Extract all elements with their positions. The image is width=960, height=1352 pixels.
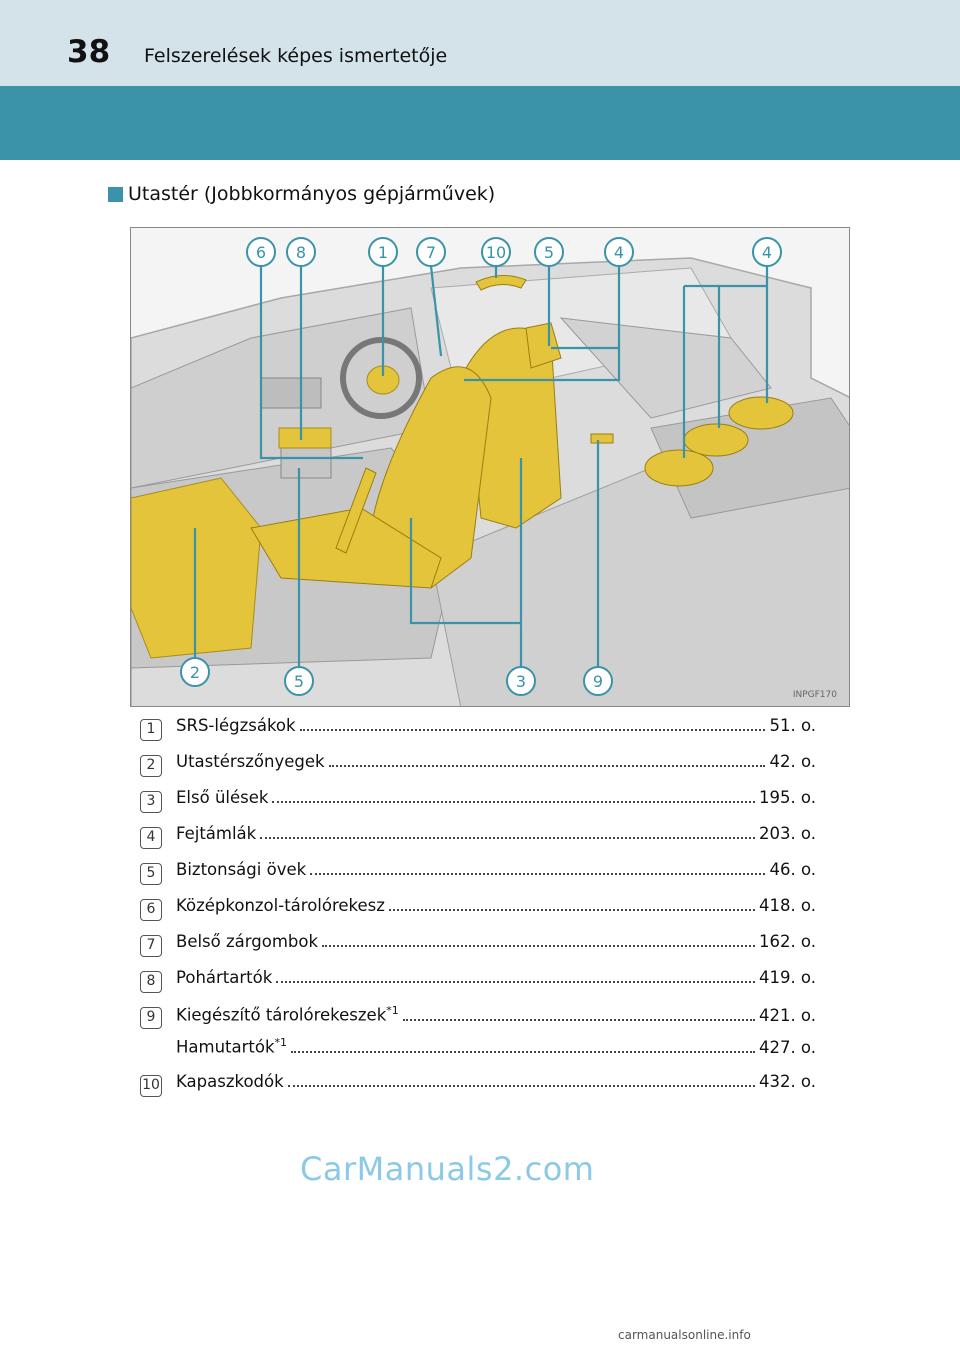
item-page-ref: 203. o. xyxy=(758,824,816,843)
item-label: Belső zárgombok xyxy=(176,932,319,951)
callout-number: 5 xyxy=(293,672,305,691)
callout-number: 7 xyxy=(425,243,437,262)
header-band xyxy=(0,0,960,86)
section-title: Utastér (Jobbkormányos gépjárművek) xyxy=(128,183,496,205)
callout-number: 9 xyxy=(592,672,604,691)
item-page-ref: 419. o. xyxy=(758,968,816,987)
page-title: Felszerelések képes ismertetője xyxy=(144,45,448,67)
item-page-ref: 432. o. xyxy=(758,1072,816,1091)
item-number-badge: 2 xyxy=(140,755,162,777)
item-label: Utastérszőnyegek xyxy=(176,752,325,771)
item-page-ref: 162. o. xyxy=(758,932,816,951)
item-label: Kapaszkodók xyxy=(176,1072,284,1091)
list-item xyxy=(140,860,816,896)
figure-code: INPGF170 xyxy=(792,690,837,700)
list-item xyxy=(140,716,816,752)
item-label: Pohártartók xyxy=(176,968,273,987)
item-number-badge: 9 xyxy=(140,1007,162,1029)
list-item xyxy=(140,896,816,932)
footer-link[interactable]: carmanualsonline.info xyxy=(618,1328,751,1342)
item-page-ref: 46. o. xyxy=(769,860,816,879)
legend-list xyxy=(140,716,816,1108)
item-page-ref: 418. o. xyxy=(758,896,816,915)
list-item xyxy=(140,752,816,788)
item-label: Első ülések xyxy=(176,788,269,807)
callout-number: 1 xyxy=(377,243,389,262)
callout-number: 10 xyxy=(485,243,507,262)
interior-drawing xyxy=(131,228,850,707)
list-item xyxy=(140,788,816,824)
callout-number: 8 xyxy=(295,243,307,262)
section-heading xyxy=(108,183,495,205)
footnote-mark: *1 xyxy=(386,1004,399,1017)
item-label: SRS-légzsákok xyxy=(176,716,296,735)
item-number-badge: 5 xyxy=(140,863,162,885)
callout-number: 4 xyxy=(613,243,625,262)
item-page-ref: 427. o. xyxy=(758,1037,816,1057)
item-page-ref: 42. o. xyxy=(769,752,816,771)
item-number-badge: 6 xyxy=(140,899,162,921)
item-page-ref: 421. o. xyxy=(758,1005,816,1025)
list-item xyxy=(140,932,816,968)
header-accent-band xyxy=(0,86,960,160)
list-item xyxy=(140,1004,816,1072)
footnote-mark: *1 xyxy=(274,1036,288,1049)
item-label: Középkonzol-tárolórekesz xyxy=(176,896,385,915)
section-square-icon xyxy=(108,187,123,202)
item-number-badge: 3 xyxy=(140,791,162,813)
item-number-badge: 10 xyxy=(140,1075,162,1097)
callout-number: 5 xyxy=(543,243,555,262)
list-item xyxy=(140,968,816,1004)
callout-number: 6 xyxy=(255,243,267,262)
callout-number: 2 xyxy=(189,663,201,682)
item-label: Kiegészítő tárolórekeszek$^{*1}$ xyxy=(176,1004,399,1025)
item-number-badge: 1 xyxy=(140,719,162,741)
page-number: 38 xyxy=(67,34,111,70)
item-page-ref: 195. o. xyxy=(758,788,816,807)
item-number-badge: 8 xyxy=(140,971,162,993)
list-item xyxy=(140,824,816,860)
item-number-badge: 4 xyxy=(140,827,162,849)
item-page-ref: 51. o. xyxy=(769,716,816,735)
list-item xyxy=(140,1072,816,1108)
interior-illustration xyxy=(130,227,850,707)
item-label: Hamutartók$^{*1}$ xyxy=(176,1036,288,1057)
item-number-badge: 7 xyxy=(140,935,162,957)
item-label: Biztonsági övek xyxy=(176,860,307,879)
item-label: Fejtámlák xyxy=(176,824,257,843)
watermark: CarManuals2.com xyxy=(300,1150,595,1188)
callout-number: 3 xyxy=(515,672,527,691)
callout-number: 4 xyxy=(761,243,773,262)
